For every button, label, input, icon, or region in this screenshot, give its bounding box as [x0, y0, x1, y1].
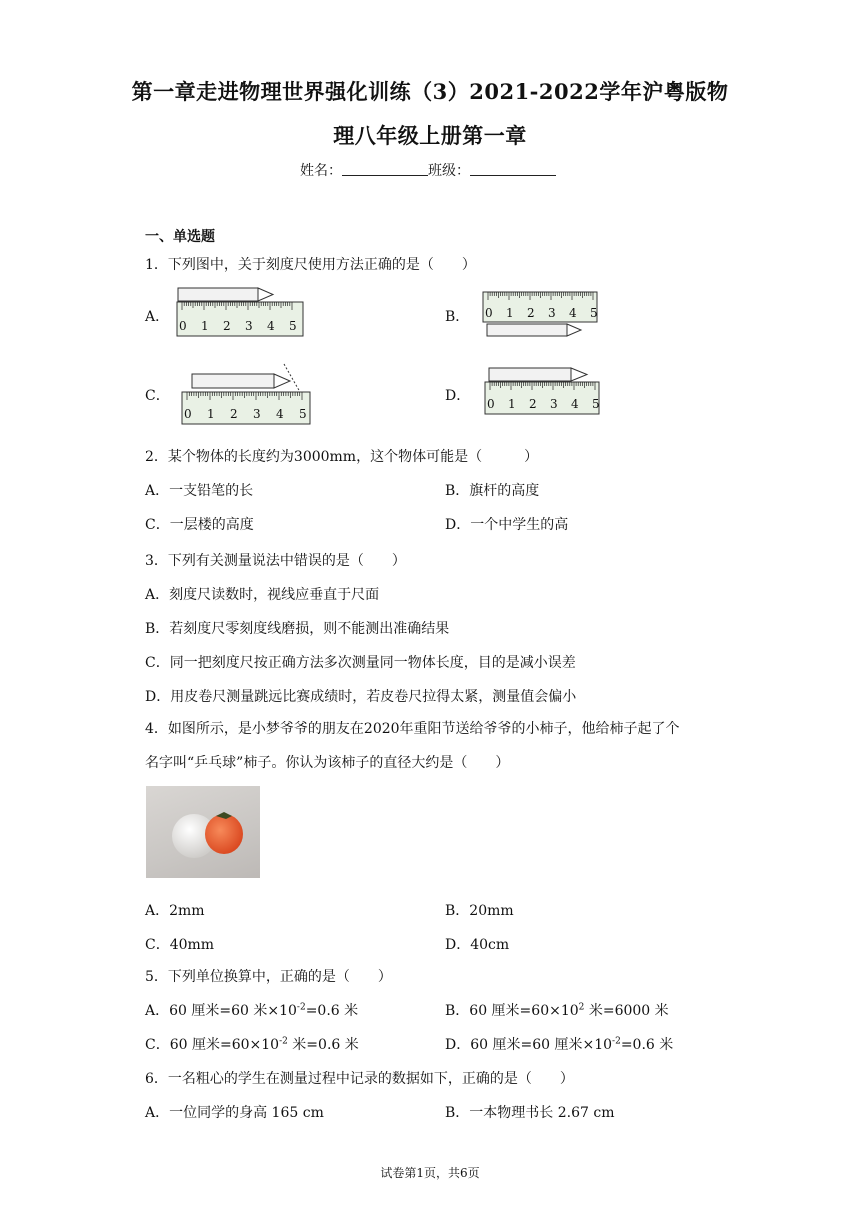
section-heading: 一、单选题 [145, 229, 215, 245]
q4-option-a: A．2mm [145, 903, 205, 919]
q5-a-result: =0.6 米 [305, 1003, 359, 1019]
q4-stem-line2: 名字叫“乒乓球”柿子。你认为该柿子的直径大约是（ ） [145, 755, 510, 771]
q3-option-a: A．刻度尺读数时，视线应垂直于尺面 [145, 587, 380, 603]
q4-option-d: D．40cm [445, 937, 510, 953]
q1-label-a: A． [145, 309, 170, 325]
ruler-figure-d [483, 364, 601, 416]
q5-option-a [145, 1000, 358, 1020]
q4-option-b: B．20mm [445, 903, 514, 919]
q4-stem-line1: 4．如图所示，是小梦爷爷的朋友在2020年重阳节送给爷爷的小柿子，他给柿子起了个 [145, 721, 680, 737]
ruler-number: 1 [508, 397, 516, 411]
ruler-number: 1 [201, 319, 209, 333]
ruler-number: 3 [550, 397, 558, 411]
q5-b-result: 米=6000 米 [584, 1003, 669, 1019]
page-footer: 试卷第1页，共6页 [380, 1166, 480, 1180]
ruler-number: 0 [487, 397, 495, 411]
q2-option-b: B．旗杆的高度 [445, 483, 540, 499]
ruler-number: 4 [571, 397, 579, 411]
q5-d-text: D．60 厘米=60 厘米×10 [445, 1037, 613, 1053]
document-title-line1: 第一章走进物理世界强化训练（3）2021-2022学年沪粤版物 [131, 79, 729, 104]
q3-stem: 3．下列有关测量说法中错误的是（ ） [145, 553, 406, 569]
ruler-number: 3 [245, 319, 253, 333]
q5-a-text: A．60 厘米=60 米×10 [145, 1003, 297, 1019]
q5-a-exponent: -2 [296, 1002, 306, 1013]
ruler-number: 0 [184, 407, 192, 421]
q2-option-c: C．一层楼的高度 [145, 517, 254, 533]
name-blank [342, 163, 428, 176]
q5-c-exponent: -2 [279, 1036, 288, 1047]
q4-option-c: C．40mm [145, 937, 215, 953]
ruler-number: 5 [592, 397, 600, 411]
class-label: 班级： [428, 163, 470, 179]
ruler-number: 4 [569, 306, 577, 320]
q5-option-c [145, 1034, 359, 1054]
q3-option-b: B．若刻度尺零刻度线磨损，则不能测出准确结果 [145, 621, 450, 637]
q6-option-b: B．一本物理书长 2.67 cm [445, 1105, 615, 1121]
q5-b-exponent: 2 [578, 1002, 585, 1013]
q5-d-result: =0.6 米 [620, 1037, 674, 1053]
q5-b-text: B．60 厘米=60×10 [445, 1003, 579, 1019]
ruler-number: 5 [299, 407, 307, 421]
q3-option-d: D．用皮卷尺测量跳远比赛成绩时，若皮卷尺拉得太紧，测量值会偏小 [145, 689, 577, 705]
name-label: 姓名： [300, 163, 342, 179]
ruler-number: 4 [276, 407, 284, 421]
q5-option-b [445, 1000, 669, 1020]
q6-option-a: A．一位同学的身高 165 cm [145, 1105, 324, 1121]
ruler-number: 0 [485, 306, 493, 320]
q1-label-c: C． [145, 388, 170, 404]
q1-stem: 1．下列图中，关于刻度尺使用方法正确的是（ ） [145, 257, 476, 273]
q1-label-b: B． [445, 309, 470, 325]
q5-c-text: C．60 厘米=60×10 [145, 1037, 280, 1053]
ruler-figure-a [175, 286, 307, 338]
ruler-number: 5 [289, 319, 297, 333]
ruler-number: 3 [253, 407, 261, 421]
ruler-figure-c [180, 362, 314, 426]
ruler-figure-b [481, 290, 601, 340]
q2-stem: 2．某个物体的长度约为3000mm，这个物体可能是（ ） [145, 449, 539, 465]
class-blank [470, 163, 556, 176]
q2-option-d: D．一个中学生的高 [445, 517, 569, 533]
q6-stem: 6．一名粗心的学生在测量过程中记录的数据如下，正确的是（ ） [145, 1071, 574, 1087]
ruler-number: 1 [207, 407, 215, 421]
q5-d-exponent: -2 [612, 1036, 621, 1047]
ruler-number: 5 [590, 306, 598, 320]
persimmon-photo [146, 786, 260, 878]
ruler-number: 4 [267, 319, 275, 333]
ruler-number: 2 [230, 407, 238, 421]
ruler-number: 2 [527, 306, 535, 320]
ruler-number: 1 [506, 306, 514, 320]
q2-option-a: A．一支铅笔的长 [145, 483, 254, 499]
ruler-number: 2 [223, 319, 231, 333]
document-title-line2: 理八年级上册第一章 [333, 123, 527, 148]
q3-option-c: C．同一把刻度尺按正确方法多次测量同一物体长度，目的是减小误差 [145, 655, 576, 671]
student-info [300, 160, 556, 180]
ruler-number: 0 [179, 319, 187, 333]
ruler-number: 2 [529, 397, 537, 411]
persimmon-illustration [146, 786, 260, 878]
q5-option-d [445, 1034, 673, 1054]
q1-label-d: D． [445, 388, 471, 404]
q5-c-result: 米=0.6 米 [287, 1037, 359, 1053]
ruler-number: 3 [548, 306, 556, 320]
q5-stem: 5．下列单位换算中，正确的是（ ） [145, 969, 392, 985]
